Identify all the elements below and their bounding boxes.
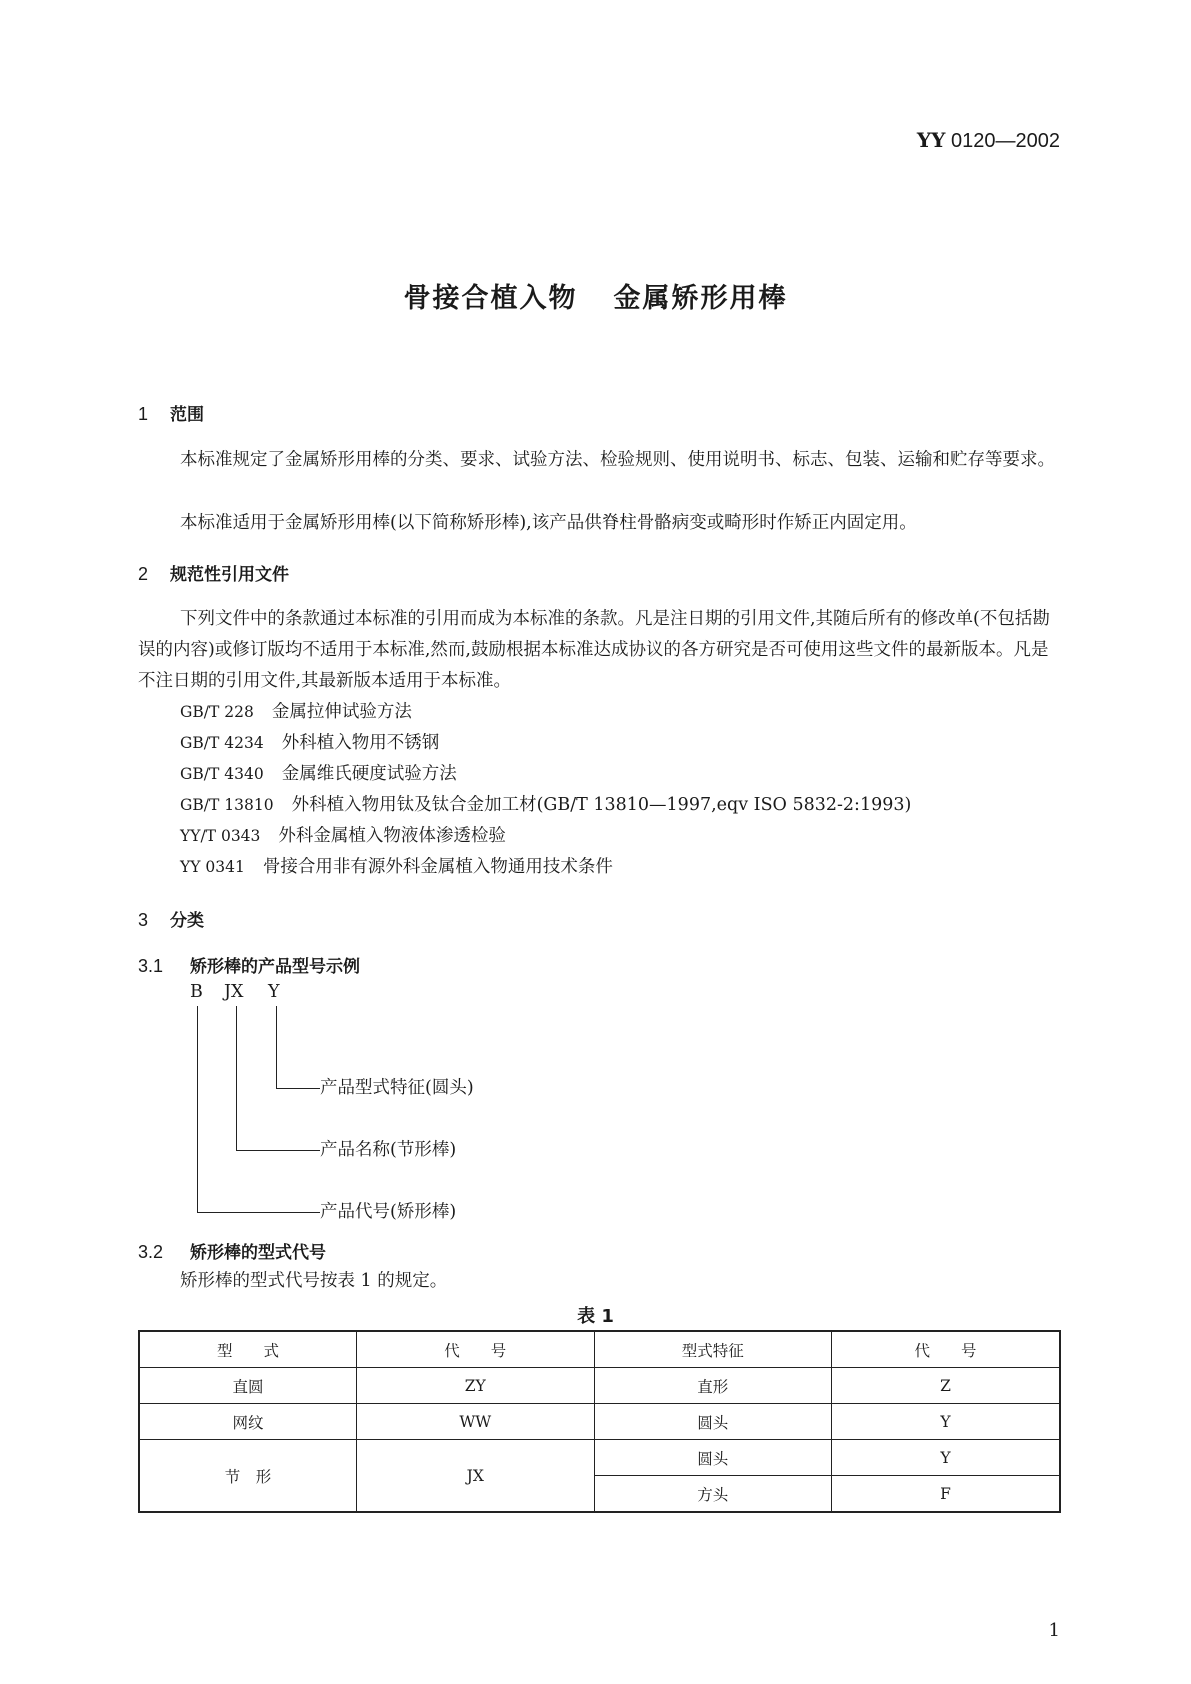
document-title bbox=[0, 276, 1191, 315]
section-2-paragraph: 下列文件中的条款通过本标准的引用而成为本标准的条款。凡是注日期的引用文件,其随后所有的修改单(不包括勘误的内容)或修订版均不适用于本标准,然而,鼓励根据本标准达成协议的各方研究是否可使用这些文件的最新版本。凡是不注日期的引用文件,其最新版本适用于本标准。 bbox=[138, 609, 1050, 691]
connector-line-jx bbox=[236, 1006, 237, 1150]
header-feature: 型式特征 bbox=[594, 1331, 831, 1368]
standard-prefix: YY bbox=[916, 128, 946, 152]
cell-code: WW bbox=[357, 1404, 595, 1440]
cell-feature: 直形 bbox=[594, 1368, 831, 1404]
reference-title: 外科植入物用钛及钛合金加工材(GB/T 13810—1997,eqv ISO 5832-2:1993) bbox=[291, 795, 912, 815]
section-2-heading bbox=[138, 560, 289, 585]
cell-type: 直圆 bbox=[139, 1368, 357, 1404]
connector-arm-y bbox=[276, 1088, 320, 1089]
table-row bbox=[139, 1440, 1060, 1476]
connector-line-y bbox=[276, 1006, 277, 1088]
cell-code: JX bbox=[357, 1440, 595, 1513]
cell-feature: 圆头 bbox=[594, 1404, 831, 1440]
cell-code: ZY bbox=[357, 1368, 595, 1404]
connector-line-b bbox=[197, 1006, 198, 1212]
header-type: 型 式 bbox=[139, 1331, 357, 1368]
section-1-paragraph-2: 本标准适用于金属矫形用棒(以下简称矫形棒),该产品供脊柱骨骼病变或畸形时作矫正内固定用。 bbox=[180, 513, 917, 533]
reference-code: GB/T 4234 bbox=[180, 734, 264, 752]
section-3-heading bbox=[138, 906, 204, 931]
connector-arm-jx bbox=[236, 1150, 320, 1151]
table-row bbox=[139, 1368, 1060, 1404]
section-3-1-title: 矫形棒的产品型号示例 bbox=[190, 957, 360, 977]
reference-item bbox=[180, 853, 613, 878]
title-part2: 金属矫形用棒 bbox=[613, 283, 788, 314]
reference-code: GB/T 13810 bbox=[180, 796, 274, 814]
reference-item bbox=[180, 729, 439, 754]
table-header-row bbox=[139, 1331, 1060, 1368]
section-3-2-paragraph: 矫形棒的型式代号按表 1 的规定。 bbox=[180, 1271, 448, 1291]
cell-feature-code: F bbox=[831, 1476, 1060, 1513]
cell-feature-code: Z bbox=[831, 1368, 1060, 1404]
cell-type: 网纹 bbox=[139, 1404, 357, 1440]
reference-code: GB/T 228 bbox=[180, 703, 254, 721]
reference-item bbox=[180, 698, 412, 723]
reference-code: GB/T 4340 bbox=[180, 765, 264, 783]
cell-feature: 圆头 bbox=[594, 1440, 831, 1476]
section-2-number: 2 bbox=[138, 564, 149, 584]
label-feature: 产品型式特征(圆头) bbox=[320, 1078, 474, 1098]
label-product-name: 产品名称(节形棒) bbox=[320, 1140, 457, 1160]
section-1-paragraph-1: 本标准规定了金属矫形用棒的分类、要求、试验方法、检验规则、使用说明书、标志、包装、运输和贮存等要求。 bbox=[180, 450, 1055, 470]
standard-number bbox=[880, 128, 1060, 153]
reference-title: 金属维氏硬度试验方法 bbox=[281, 764, 457, 784]
header-code: 代 号 bbox=[357, 1331, 595, 1368]
section-3-number: 3 bbox=[138, 910, 149, 930]
type-code-table bbox=[138, 1330, 1061, 1513]
page-number: 1 bbox=[1048, 1620, 1060, 1641]
section-3-2-heading bbox=[138, 1238, 326, 1263]
code-letter-jx: JX bbox=[224, 982, 244, 1002]
table-caption: 表 1 bbox=[577, 1306, 614, 1327]
header-feature-code: 代 号 bbox=[831, 1331, 1060, 1368]
standard-code: 0120—2002 bbox=[951, 130, 1060, 152]
reference-title: 外科金属植入物液体渗透检验 bbox=[278, 826, 506, 846]
section-1-title: 范围 bbox=[170, 405, 204, 425]
cell-feature: 方头 bbox=[594, 1476, 831, 1513]
reference-item bbox=[180, 760, 457, 785]
table-row bbox=[139, 1404, 1060, 1440]
connector-arm-b bbox=[197, 1212, 320, 1213]
code-letter-b: B bbox=[190, 982, 203, 1002]
reference-title: 外科植入物用不锈钢 bbox=[281, 733, 440, 753]
cell-feature-code: Y bbox=[831, 1440, 1060, 1476]
section-3-1-number: 3.1 bbox=[138, 956, 164, 976]
reference-title: 金属拉伸试验方法 bbox=[271, 702, 412, 722]
reference-code: YY/T 0343 bbox=[180, 827, 261, 845]
section-1-number: 1 bbox=[138, 404, 149, 424]
section-3-2-title: 矫形棒的型式代号 bbox=[190, 1243, 326, 1263]
section-3-2-number: 3.2 bbox=[138, 1242, 164, 1262]
label-product-code: 产品代号(矫形棒) bbox=[320, 1202, 457, 1222]
section-3-title: 分类 bbox=[170, 911, 204, 931]
reference-item bbox=[180, 822, 506, 847]
cell-type: 节 形 bbox=[139, 1440, 357, 1513]
section-1-heading bbox=[138, 400, 204, 425]
reference-title: 骨接合用非有源外科金属植入物通用技术条件 bbox=[262, 857, 613, 877]
reference-item bbox=[180, 791, 911, 816]
reference-code: YY 0341 bbox=[180, 858, 245, 876]
title-part1: 骨接合植入物 bbox=[403, 283, 578, 314]
section-3-1-heading bbox=[138, 952, 360, 977]
code-letter-y: Y bbox=[268, 982, 280, 1002]
section-2-title: 规范性引用文件 bbox=[170, 565, 289, 585]
cell-feature-code: Y bbox=[831, 1404, 1060, 1440]
